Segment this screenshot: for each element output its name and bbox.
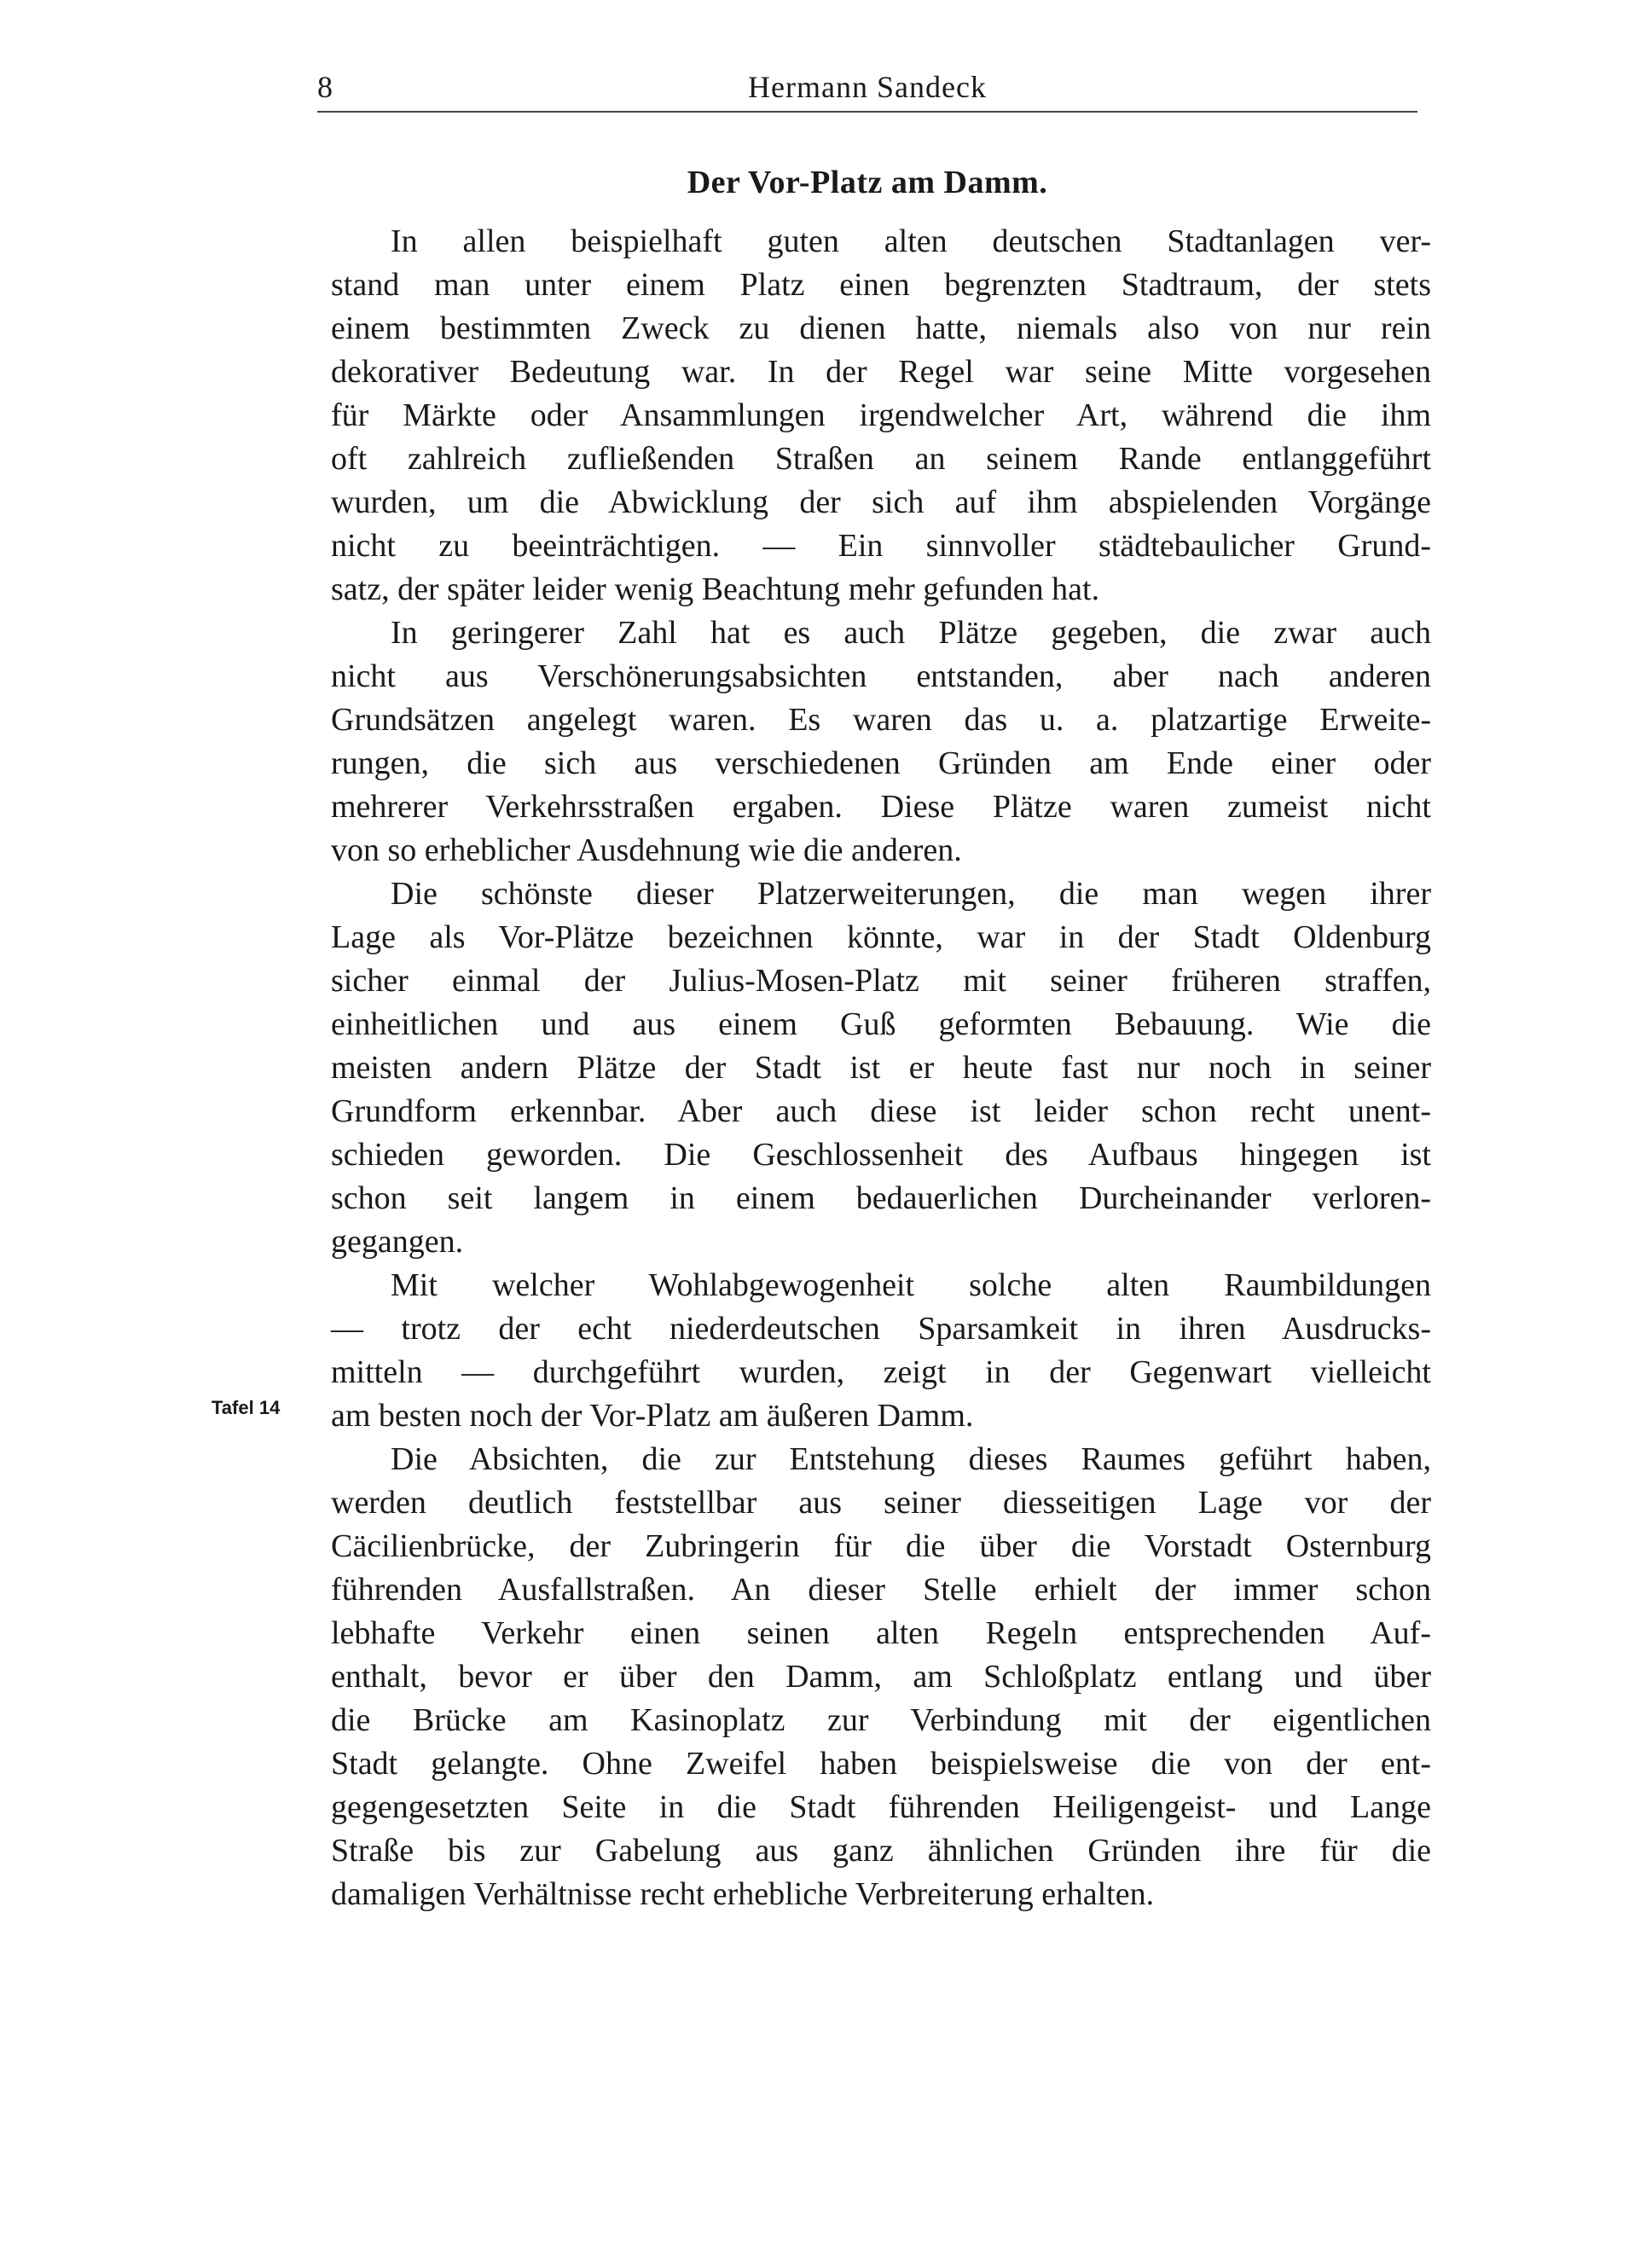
text-line: Straße bis zur Gabelung aus ganz ähnlichen Gründen ihre für die (331, 1833, 1431, 1869)
text-line: schieden geworden. Die Geschlossenheit des Aufbaus hingegen ist (331, 1137, 1431, 1173)
text-line: einem bestimmten Zweck zu dienen hatte, niemals also von nur rein (331, 310, 1431, 346)
text-line: Die Absichten, die zur Entstehung dieses Raumes geführt haben, (391, 1441, 1431, 1477)
text-line: mitteln — durchgeführt wurden, zeigt in der Gegenwart vielleicht (331, 1354, 1431, 1390)
text-line: In allen beispielhaft guten alten deutschen Stadtanlagen ver- (391, 223, 1431, 259)
text-line: Cäcilienbrücke, der Zubringerin für die über die Vorstadt Osternburg (331, 1528, 1431, 1564)
text-line: — trotz der echt niederdeutschen Sparsamkeit in ihren Ausdrucks- (331, 1311, 1431, 1347)
text-line: rungen, die sich aus verschiedenen Gründen am Ende einer oder (331, 745, 1431, 781)
text-line: dekorativer Bedeutung war. In der Regel war seine Mitte vorgesehen (331, 354, 1431, 390)
header-rule (317, 111, 1417, 113)
text-line: nicht aus Verschönerungsabsichten entstanden, aber nach anderen (331, 658, 1431, 694)
paragraph-3 (331, 872, 1431, 1264)
text-line: gegengesetzten Seite in die Stadt führenden Heiligengeist- und Lange (331, 1789, 1431, 1825)
text-line: damaligen Verhältnisse recht erhebliche Verbreiterung erhalten. (331, 1876, 1155, 1912)
text-line: In geringerer Zahl hat es auch Plätze gegeben, die zwar auch (391, 615, 1431, 651)
text-line: stand man unter einem Platz einen begrenzten Stadtraum, der stets (331, 267, 1431, 303)
paragraph-1 (331, 220, 1431, 611)
text-line: enthalt, bevor er über den Damm, am Schloßplatz entlang und über (331, 1659, 1431, 1695)
page-number: 8 (317, 70, 333, 104)
paragraph-4 (331, 1264, 1431, 1438)
section-title: Der Vor-Platz am Damm. (687, 165, 1048, 200)
text-line: meisten andern Plätze der Stadt ist er heute fast nur noch in seiner (331, 1050, 1431, 1086)
text-line: Mit welcher Wohlabgewogenheit solche alten Raumbildungen (391, 1267, 1431, 1303)
text-line: schon seit langem in einem bedauerlichen Durcheinander verloren- (331, 1180, 1431, 1216)
text-line: lebhafte Verkehr einen seinen alten Regeln entsprechenden Auf- (331, 1615, 1431, 1651)
text-line: mehrerer Verkehrsstraßen ergaben. Diese Plätze waren zumeist nicht (331, 789, 1431, 825)
text-line: nicht zu beeinträchtigen. — Ein sinnvoller städtebaulicher Grund- (331, 528, 1431, 564)
text-line: Die schönste dieser Platzerweiterungen, die man wegen ihrer (391, 876, 1431, 912)
text-line: einheitlichen und aus einem Guß geformten Bebauung. Wie die (331, 1006, 1431, 1042)
text-line: wurden, um die Abwicklung der sich auf ihm abspielenden Vorgänge (331, 484, 1431, 520)
text-line: für Märkte oder Ansammlungen irgendwelcher Art, während die ihm (331, 397, 1431, 433)
text-line: von so erheblicher Ausdehnung wie die anderen. (331, 832, 962, 868)
text-line: satz, der später leider wenig Beachtung mehr gefunden hat. (331, 571, 1100, 607)
author-name: Hermann Sandeck (748, 70, 987, 104)
text-line: führenden Ausfallstraßen. An dieser Stelle erhielt der immer schon (331, 1572, 1431, 1608)
body-text (331, 220, 1431, 1916)
text-line: am besten noch der Vor-Platz am äußeren Damm. (331, 1398, 974, 1434)
text-line: Stadt gelangte. Ohne Zweifel haben beispielsweise die von der ent- (331, 1746, 1431, 1782)
running-head (317, 61, 1417, 113)
text-line: gegangen. (331, 1224, 464, 1260)
text-line: oft zahlreich zufließenden Straßen an seinem Rande entlanggeführt (331, 441, 1431, 477)
text-line: Grundsätzen angelegt waren. Es waren das u. a. platzartige Erweite- (331, 702, 1431, 738)
text-line: sicher einmal der Julius-Mosen-Platz mit seiner früheren straffen, (331, 963, 1431, 999)
text-line: Grundform erkennbar. Aber auch diese ist leider schon recht unent- (331, 1093, 1431, 1129)
text-line: werden deutlich feststellbar aus seiner diesseitigen Lage vor der (331, 1485, 1431, 1521)
text-line: die Brücke am Kasinoplatz zur Verbindung mit der eigentlichen (331, 1702, 1431, 1738)
paragraph-5 (331, 1438, 1431, 1916)
paragraph-2 (331, 611, 1431, 872)
plate-reference-note: Tafel 14 (212, 1397, 281, 1418)
text-line: Lage als Vor-Plätze bezeichnen könnte, war in der Stadt Oldenburg (331, 919, 1431, 955)
